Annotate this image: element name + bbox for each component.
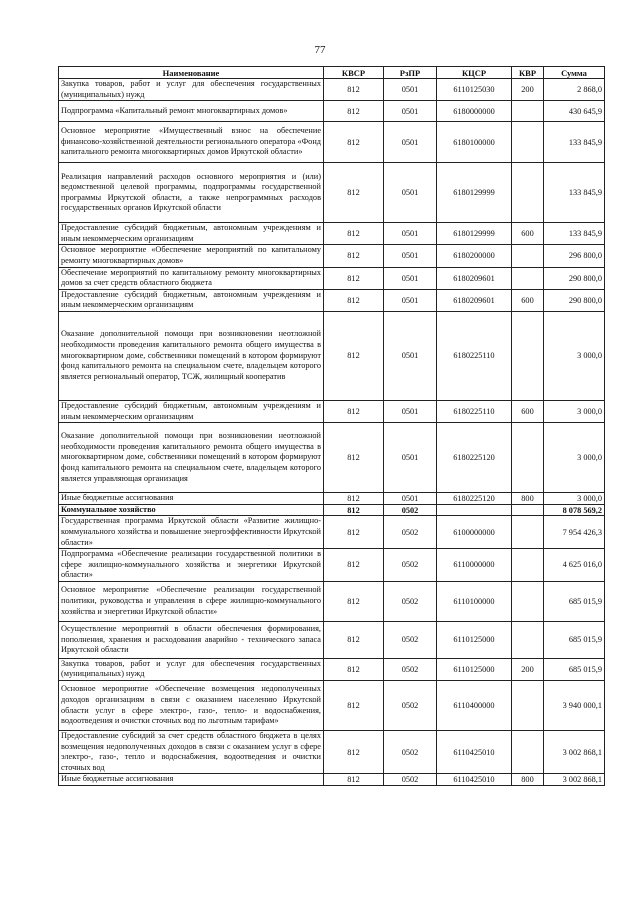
row-kcsr-cell: 6110100000 [437, 581, 512, 621]
table-row [59, 549, 605, 582]
row-kvr-cell [512, 504, 544, 516]
row-sum-cell: 290 800,0 [544, 267, 605, 289]
table-row [59, 122, 605, 163]
table-row [59, 101, 605, 122]
header-sum: Сумма [544, 67, 605, 79]
row-kcsr-cell: 6110425010 [437, 774, 512, 786]
table-row [59, 79, 605, 101]
row-kvsr-cell: 812 [324, 516, 384, 549]
table-row [59, 423, 605, 493]
table-row [59, 311, 605, 400]
row-name-cell: Коммунальное хозяйство [59, 504, 324, 516]
row-kvsr-cell: 812 [324, 621, 384, 658]
header-kvr: КВР [512, 67, 544, 79]
table-row [59, 658, 605, 680]
row-name-cell: Реализация направлений расходов основного мероприятия и (или) ведомственной целевой программы, подпрограммы государственной программы Иркутской области, а также непрограммных расходов государственных органов Иркутской области [59, 163, 324, 223]
row-name-cell: Оказание дополнительной помощи при возникновении неотложной необходимости проведения капитального ремонта общего имущества в многоквартирном доме, собственники помещений в котором формируют фонд капитального ремонта на специальном счете, владельцем которого является региональный оператор, ТСЖ, жилищный кооператив [59, 311, 324, 400]
row-kvr-cell [512, 581, 544, 621]
row-kcsr-cell: 6110000000 [437, 549, 512, 582]
row-sum-cell: 430 645,9 [544, 101, 605, 122]
row-rzpr-cell: 0502 [384, 504, 437, 516]
row-kcsr-cell: 6110125030 [437, 79, 512, 101]
table-row [59, 516, 605, 549]
header-rzpr: РзПР [384, 67, 437, 79]
row-kvsr-cell: 812 [324, 101, 384, 122]
row-kcsr-cell: 6100000000 [437, 516, 512, 549]
table-row [59, 681, 605, 731]
page-number: 77 [314, 44, 326, 56]
table-row [59, 493, 605, 505]
row-name-cell: Подпрограмма «Обеспечение реализации государственной политики в сфере жилищно-коммунального хозяйства и энергетики Иркутской области» [59, 549, 324, 582]
row-kcsr-cell: 6180200000 [437, 245, 512, 267]
row-name-cell: Основное мероприятие «Обеспечение мероприятий по капитальному ремонту многоквартирных домов» [59, 245, 324, 267]
row-name-cell: Основное мероприятие «Обеспечение реализации государственной политики, руководства и управления в сфере жилищно-коммунального хозяйства и энергетики Иркутской области» [59, 581, 324, 621]
row-kvr-cell: 600 [512, 223, 544, 245]
row-sum-cell: 685 015,9 [544, 621, 605, 658]
table-row [59, 267, 605, 289]
row-kvsr-cell: 812 [324, 549, 384, 582]
row-kcsr-cell: 6180129999 [437, 223, 512, 245]
table-row [59, 223, 605, 245]
row-kcsr-cell: 6180225110 [437, 311, 512, 400]
row-kvr-cell [512, 267, 544, 289]
row-kvr-cell [512, 516, 544, 549]
row-kvsr-cell: 812 [324, 423, 384, 493]
row-name-cell: Обеспечение мероприятий по капитальному ремонту многоквартирных домов за счет средств областного бюджета [59, 267, 324, 289]
table-row [59, 163, 605, 223]
row-rzpr-cell: 0501 [384, 101, 437, 122]
row-kvsr-cell: 812 [324, 681, 384, 731]
row-sum-cell: 296 800,0 [544, 245, 605, 267]
row-kvr-cell [512, 163, 544, 223]
row-name-cell: Закупка товаров, работ и услуг для обеспечения государственных (муниципальных) нужд [59, 658, 324, 680]
row-sum-cell: 8 078 569,2 [544, 504, 605, 516]
row-name-cell: Предоставление субсидий бюджетным, автономным учреждениям и иным некоммерческим организациям [59, 289, 324, 311]
row-kvr-cell: 200 [512, 658, 544, 680]
table-row [59, 504, 605, 516]
row-rzpr-cell: 0501 [384, 122, 437, 163]
row-kvsr-cell: 812 [324, 731, 384, 774]
row-kvr-cell [512, 311, 544, 400]
row-rzpr-cell: 0502 [384, 516, 437, 549]
row-kcsr-cell: 6180100000 [437, 122, 512, 163]
row-sum-cell: 290 800,0 [544, 289, 605, 311]
row-rzpr-cell: 0502 [384, 549, 437, 582]
row-kvsr-cell: 812 [324, 79, 384, 101]
row-kvsr-cell: 812 [324, 774, 384, 786]
table-row [59, 621, 605, 658]
row-kcsr-cell: 6180000000 [437, 101, 512, 122]
row-sum-cell: 133 845,9 [544, 163, 605, 223]
table-row [59, 581, 605, 621]
row-name-cell: Основное мероприятие «Имущественный взнос на обеспечение финансово-хозяйственной деятельности регионального оператора «Фонд капитального ремонта многоквартирных домов Иркутской области» [59, 122, 324, 163]
row-rzpr-cell: 0502 [384, 774, 437, 786]
row-kvr-cell [512, 101, 544, 122]
row-kcsr-cell: 6180129999 [437, 163, 512, 223]
row-kcsr-cell: 6180209601 [437, 267, 512, 289]
row-sum-cell: 3 000,0 [544, 423, 605, 493]
row-rzpr-cell: 0502 [384, 581, 437, 621]
row-kcsr-cell: 6180225120 [437, 493, 512, 505]
row-rzpr-cell: 0501 [384, 163, 437, 223]
budget-table [58, 66, 605, 786]
row-kvsr-cell: 812 [324, 267, 384, 289]
row-kcsr-cell: 6110125000 [437, 658, 512, 680]
row-name-cell: Государственная программа Иркутской области «Развитие жилищно-коммунального хозяйства и повышение энергоэффективности Иркутской области» [59, 516, 324, 549]
row-name-cell: Иные бюджетные ассигнования [59, 774, 324, 786]
row-kvsr-cell: 812 [324, 504, 384, 516]
row-name-cell: Оказание дополнительной помощи при возникновении неотложной необходимости проведения капитального ремонта общего имущества в многоквартирном доме, собственники помещений в котором формируют фонд капитального ремонта на специальном счете, владельцем которого является управляющая организация [59, 423, 324, 493]
row-rzpr-cell: 0501 [384, 223, 437, 245]
row-kvr-cell [512, 681, 544, 731]
row-kcsr-cell: 6110425010 [437, 731, 512, 774]
table-row [59, 245, 605, 267]
row-kvsr-cell: 812 [324, 658, 384, 680]
row-rzpr-cell: 0501 [384, 311, 437, 400]
row-sum-cell: 4 625 016,0 [544, 549, 605, 582]
row-sum-cell: 3 002 868,1 [544, 774, 605, 786]
row-rzpr-cell: 0501 [384, 267, 437, 289]
row-kvr-cell [512, 423, 544, 493]
table-header-row [59, 67, 605, 79]
row-name-cell: Предоставление субсидий бюджетным, автономным учреждениям и иным некоммерческим организациям [59, 400, 324, 422]
row-rzpr-cell: 0502 [384, 658, 437, 680]
row-kvsr-cell: 812 [324, 122, 384, 163]
row-kvr-cell: 800 [512, 774, 544, 786]
table-row [59, 400, 605, 422]
row-kvsr-cell: 812 [324, 163, 384, 223]
table-row [59, 731, 605, 774]
row-name-cell: Закупка товаров, работ и услуг для обеспечения государственных (муниципальных) нужд [59, 79, 324, 101]
row-kvsr-cell: 812 [324, 581, 384, 621]
row-rzpr-cell: 0501 [384, 400, 437, 422]
row-kvr-cell: 600 [512, 289, 544, 311]
row-rzpr-cell: 0501 [384, 289, 437, 311]
row-kvsr-cell: 812 [324, 400, 384, 422]
row-sum-cell: 3 000,0 [544, 400, 605, 422]
table-row [59, 774, 605, 786]
row-rzpr-cell: 0501 [384, 79, 437, 101]
row-kcsr-cell [437, 504, 512, 516]
row-kvsr-cell: 812 [324, 245, 384, 267]
row-rzpr-cell: 0501 [384, 423, 437, 493]
row-rzpr-cell: 0502 [384, 731, 437, 774]
row-kvsr-cell: 812 [324, 223, 384, 245]
row-sum-cell: 2 868,0 [544, 79, 605, 101]
row-sum-cell: 3 000,0 [544, 311, 605, 400]
row-kvr-cell: 600 [512, 400, 544, 422]
row-name-cell: Основное мероприятие «Обеспечение возмещения недополученных доходов организациям в связи с оказанием населению Иркутской области услуг в сфере электро-, газо-, тепло- и водоснабжения, водоотведения и очистки сточных вод по льготным тарифам» [59, 681, 324, 731]
row-sum-cell: 3 002 868,1 [544, 731, 605, 774]
row-kvr-cell [512, 122, 544, 163]
row-sum-cell: 685 015,9 [544, 658, 605, 680]
row-sum-cell: 685 015,9 [544, 581, 605, 621]
row-kvsr-cell: 812 [324, 493, 384, 505]
row-kcsr-cell: 6180209601 [437, 289, 512, 311]
row-name-cell: Предоставление субсидий за счет средств областного бюджета в целях возмещения недополученных доходов в связи с оказанием услуг в сфере электро-, газо-, тепло и водоснабжения, водоотведения и очистки сточных вод [59, 731, 324, 774]
row-kcsr-cell: 6110400000 [437, 681, 512, 731]
row-kvr-cell [512, 245, 544, 267]
row-name-cell: Осуществление мероприятий в области обеспечения формирования, пополнения, хранения и расходования аварийно - технического запаса Иркутской области [59, 621, 324, 658]
row-sum-cell: 133 845,9 [544, 122, 605, 163]
header-kvsr: КВСР [324, 67, 384, 79]
row-kcsr-cell: 6180225120 [437, 423, 512, 493]
row-kvsr-cell: 812 [324, 289, 384, 311]
header-kcsr: КЦСР [437, 67, 512, 79]
row-sum-cell: 7 954 426,3 [544, 516, 605, 549]
header-name: Наименование [59, 67, 324, 79]
table-row [59, 289, 605, 311]
row-kvr-cell: 800 [512, 493, 544, 505]
row-kcsr-cell: 6110125000 [437, 621, 512, 658]
row-name-cell: Иные бюджетные ассигнования [59, 493, 324, 505]
row-sum-cell: 3 940 000,1 [544, 681, 605, 731]
row-kcsr-cell: 6180225110 [437, 400, 512, 422]
row-rzpr-cell: 0501 [384, 245, 437, 267]
row-rzpr-cell: 0502 [384, 681, 437, 731]
row-kvr-cell [512, 549, 544, 582]
row-kvr-cell [512, 621, 544, 658]
row-name-cell: Подпрограмма «Капитальный ремонт многоквартирных домов» [59, 101, 324, 122]
row-kvr-cell: 200 [512, 79, 544, 101]
row-kvsr-cell: 812 [324, 311, 384, 400]
row-name-cell: Предоставление субсидий бюджетным, автономным учреждениям и иным некоммерческим организациям [59, 223, 324, 245]
row-sum-cell: 3 000,0 [544, 493, 605, 505]
row-rzpr-cell: 0501 [384, 493, 437, 505]
row-kvr-cell [512, 731, 544, 774]
row-rzpr-cell: 0502 [384, 621, 437, 658]
row-sum-cell: 133 845,9 [544, 223, 605, 245]
